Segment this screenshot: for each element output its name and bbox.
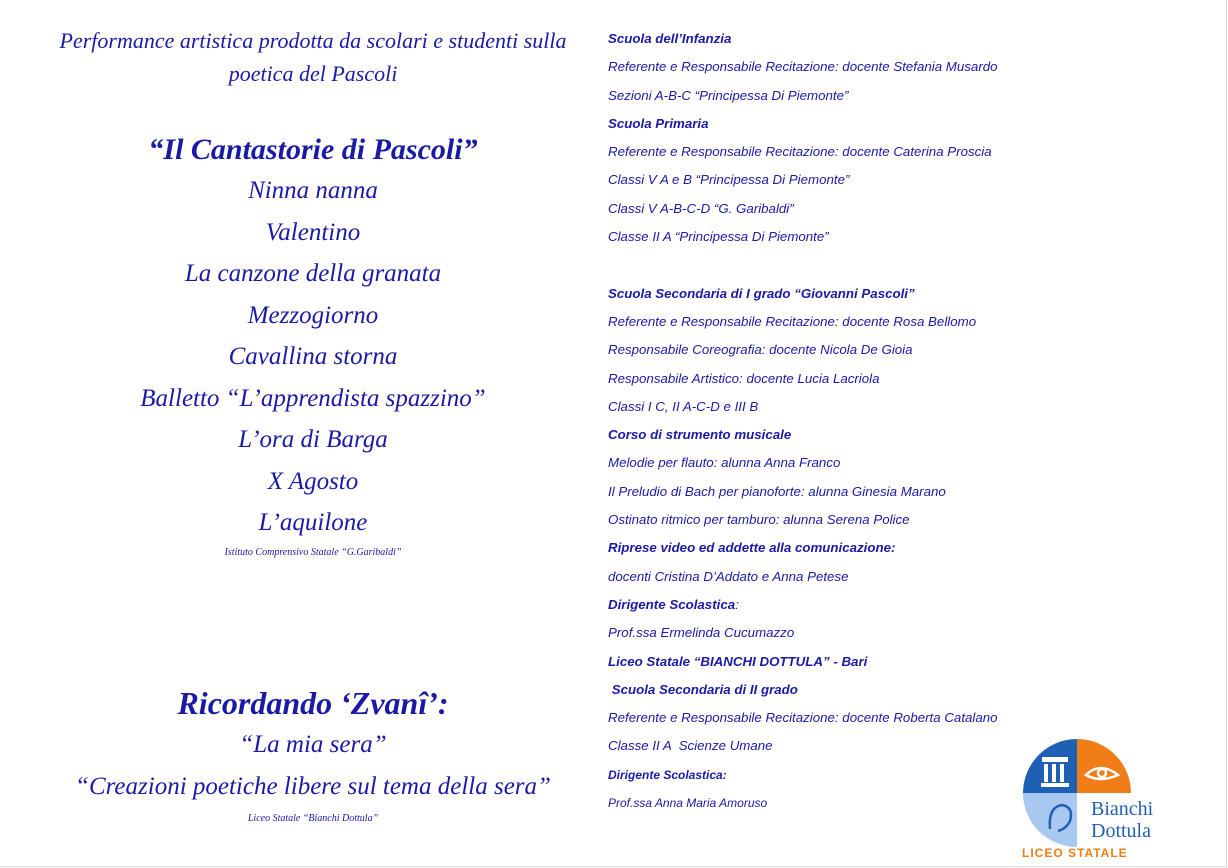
song-title: Mezzogiorno <box>247 301 379 329</box>
poem-title: “La mia sera” <box>239 731 387 758</box>
song-title: X Agosto <box>267 467 359 495</box>
credit-line: Classi V A-B-C-D “G. Garibaldi” <box>608 200 794 216</box>
heading-infanzia: Scuola dell’Infanzia <box>608 31 732 46</box>
logo-emblem <box>1022 737 1162 859</box>
section-title: Ricordando ‘Zvanî’: <box>177 685 449 721</box>
heading-secondaria-1: Scuola Secondaria di I grado “Giovanni Pascoli” <box>608 285 915 301</box>
school-credit: Istituto Comprensivo Statale “G.Garibaldi” <box>224 546 402 558</box>
spacer <box>608 255 1048 283</box>
credit-line: Ostinato ritmico per tamburo: alunna Serena Police <box>608 512 910 528</box>
credit-line: Prof.ssa Ermelinda Cucumazzo <box>608 625 795 641</box>
credit-line: Classe II A Scienze Umane <box>608 738 773 754</box>
colon: : <box>735 596 739 612</box>
credit-line: Melodie per flauto: alunna Anna Franco <box>608 455 841 471</box>
dirigente-label: Dirigente Scolastica <box>608 596 736 612</box>
intro-line-2: poetica del Pascoli <box>228 61 398 86</box>
section-credit: Liceo Statale “Bianchi Dottula” <box>247 813 379 824</box>
heading-liceo: Liceo Statale “BIANCHI DOTTULA” - Bari <box>608 653 868 669</box>
intro-line-1: Performance artistica prodotta da scolari e studenti sulla <box>59 28 567 53</box>
credit-line: Classi V A e B “Principessa Di Piemonte” <box>608 172 850 188</box>
credit-line: Sezioni A-B-C “Principessa Di Piemonte” <box>608 87 849 103</box>
heading-secondaria-2: Scuola Secondaria di II grado <box>608 681 798 697</box>
credit-line: Referente e Responsabile Recitazione: docente Caterina Proscia <box>608 144 992 160</box>
credit-line: Classi I C, II A-C-D e III B <box>608 398 759 414</box>
heading-strumento: Corso di strumento musicale <box>608 427 792 443</box>
song-title: Valentino <box>265 218 361 246</box>
logo-text-3: LICEO STATALE <box>1022 846 1128 859</box>
credits-right-column <box>608 29 1048 821</box>
credit-line: Referente e Responsabile Recitazione: docente Roberta Catalano <box>608 710 998 726</box>
credit-line: Prof.ssa Anna Maria Amoruso <box>608 796 768 811</box>
song-title: L’ora di Barga <box>238 426 388 453</box>
logo-text-1: Bianchi <box>1091 798 1154 820</box>
poem-subtitle: “Creazioni poetiche libere sul tema della sera” <box>75 773 551 800</box>
credit-line: Referente e Responsabile Recitazione: docente Stefania Musardo <box>608 59 998 75</box>
heading-dirigente <box>608 595 1048 623</box>
song-title: Balletto “L’apprendista spazzino” <box>140 384 486 412</box>
show-title: “Il Cantastorie di Pascoli” <box>148 133 478 166</box>
credit-line: docenti Cristina D’Addato e Anna Petese <box>608 568 849 584</box>
song-title: L’aquilone <box>258 509 368 536</box>
credit-line: Classe II A “Principessa Di Piemonte” <box>608 229 829 245</box>
credit-line: Il Preludio di Bach per pianoforte: alunna Ginesia Marano <box>608 483 946 499</box>
song-title: La canzone della granata <box>184 260 442 287</box>
credit-line: Responsabile Coreografia: docente Nicola De Gioia <box>608 342 913 358</box>
school-logo <box>1022 737 1162 859</box>
song-title: Ninna nanna <box>248 177 378 204</box>
credit-line: Responsabile Artistico: docente Lucia Lacriola <box>608 370 880 386</box>
heading-riprese: Riprese video ed addette alla comunicazione: <box>608 540 896 556</box>
song-title: Cavallina storna <box>228 343 398 370</box>
program-left-column <box>30 24 596 560</box>
logo-text-2: Dottula <box>1091 820 1151 842</box>
heading-primaria: Scuola Primaria <box>608 115 709 131</box>
credit-line: Referente e Responsabile Recitazione: docente Rosa Bellomo <box>608 313 977 329</box>
second-section <box>30 682 596 826</box>
heading-dirigente-2: Dirigente Scolastica: <box>608 767 727 782</box>
